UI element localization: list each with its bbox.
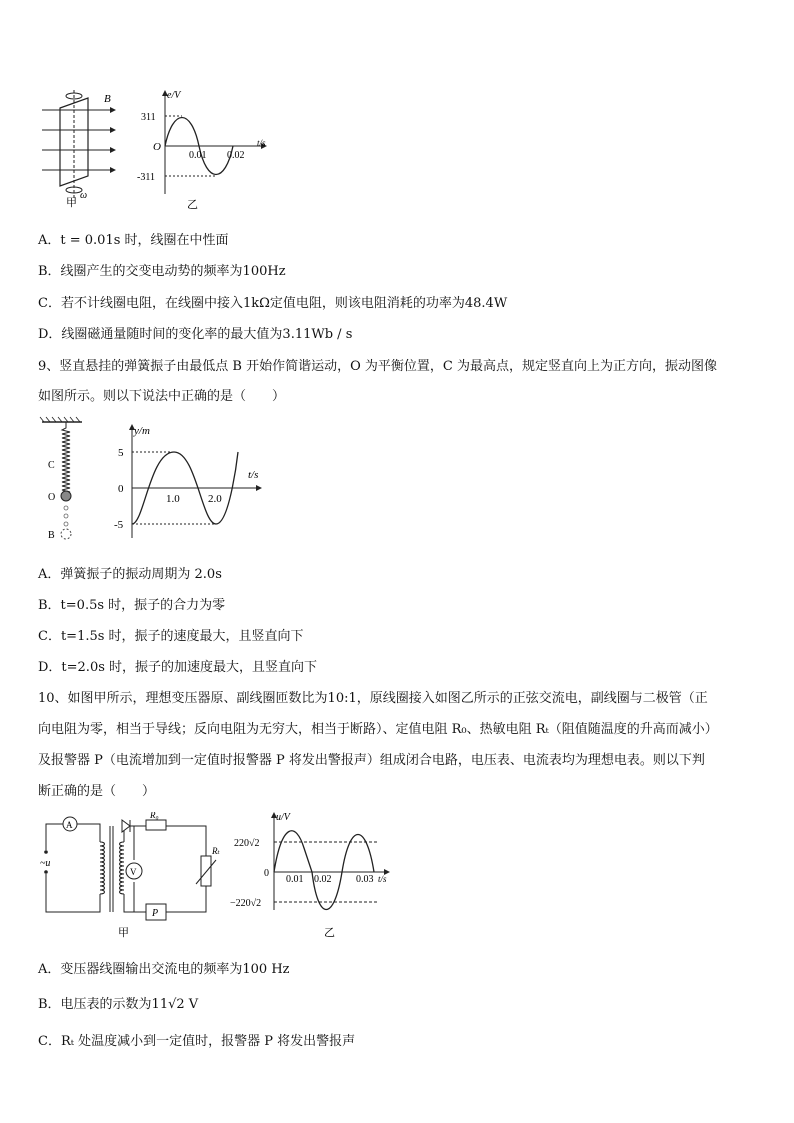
- figure-10-circuit: [38, 812, 220, 940]
- emf-max: 311: [141, 112, 156, 123]
- x-tick-1: 1.0: [166, 493, 180, 505]
- caption-jia: 甲: [66, 197, 77, 208]
- emf-axis-label: e/V: [167, 90, 181, 101]
- q8-option-c: C．若不计线圈电阻，在线圈中接入1kΩ定值电阻，则该电阻消耗的功率为48.4W: [38, 296, 508, 311]
- q9-stem-line2: 如图所示。则以下说法中正确的是（ ）: [38, 389, 286, 404]
- x-axis-label: t/s: [248, 469, 259, 481]
- omega-label: ω: [80, 190, 88, 201]
- figure-8-coil: [38, 88, 128, 208]
- u-max: 220√2: [234, 838, 260, 849]
- q8-option-a: A．t = 0.01s 时，线圈在中性面: [38, 233, 229, 248]
- figure-9-displacement-graph: [110, 420, 270, 540]
- x-tick-2: 2.0: [208, 493, 222, 505]
- u-origin: 0: [264, 868, 269, 879]
- y-axis-label: y/m: [134, 425, 150, 437]
- q9-option-c: C．t=1.5s 时，振子的速度最大，且竖直向下: [38, 629, 304, 644]
- q9-option-b: B．t=0.5s 时，振子的合力为零: [38, 598, 226, 613]
- tick-002: 0.02: [227, 150, 245, 161]
- emf-min: -311: [137, 172, 155, 183]
- q10-option-b: B．电压表的示数为11√2 V: [38, 997, 199, 1012]
- q8-option-b: B．线圈产生的交变电动势的频率为100Hz: [38, 264, 286, 279]
- y-tick-neg5: -5: [114, 519, 124, 531]
- figure-8-emf-graph: [135, 88, 275, 210]
- origin-label: O: [153, 141, 161, 153]
- figure-9-spring: [38, 416, 88, 544]
- q10-option-a: A．变压器线圈输出交流电的频率为100 Hz: [38, 962, 290, 977]
- q10-stem-line3: 及报警器 P（电流增加到一定值时报警器 P 将发出警报声）组成闭合电路，电压表、电流表均为理想电表。则以下判: [38, 753, 705, 768]
- caption-yi: 乙: [187, 199, 198, 210]
- q9-option-a: A．弹簧振子的振动周期为 2.0s: [38, 567, 222, 582]
- u-tick-003: 0.03: [356, 874, 374, 885]
- q10-stem-line1: 10、如图甲所示，理想变压器原、副线圈匝数比为10:1，原线圈接入如图乙所示的正弦交流电，副线圈与二极管（正: [38, 691, 708, 706]
- q10-option-c: C．Rₜ 处温度减小到一定值时，报警器 P 将发出警报声: [38, 1034, 356, 1049]
- y-tick-0: 0: [118, 483, 124, 495]
- field-label: B: [104, 93, 111, 105]
- u-time-axis-label: t/s: [378, 874, 387, 884]
- r0-label: R₀: [150, 812, 159, 820]
- figure-10-voltage-graph: [228, 810, 398, 940]
- q8-option-d: D．线圈磁通量随时间的变化率的最大值为3.11Wb / s: [38, 327, 353, 342]
- q9-stem-line1: 9、竖直悬挂的弹簧振子由最低点 B 开始作简谐运动，O 为平衡位置，C 为最高点，规定竖直向上为正方向，振动图像: [38, 359, 717, 374]
- u-tick-002: 0.02: [314, 874, 332, 885]
- rt-label: Rₜ: [212, 846, 220, 856]
- voltmeter-label: V: [130, 867, 137, 877]
- point-c-label: C: [48, 460, 55, 471]
- q10-stem-line2: 向电阻为零，相当于导线；反向电阻为无穷大，相当于断路）、定值电阻 R₀、热敏电阻 Rₜ（阻值随温度的升高而减小）: [38, 722, 718, 737]
- ammeter-label: A: [66, 820, 73, 830]
- q10-stem-line4: 断正确的是（ ）: [38, 784, 156, 799]
- caption-yi-10: 乙: [324, 927, 335, 939]
- u-tick-001: 0.01: [286, 874, 304, 885]
- point-o-label: O: [48, 492, 56, 503]
- u-axis-label: u/V: [276, 812, 290, 823]
- tick-001: 0.01: [189, 150, 207, 161]
- source-label: ~u: [40, 858, 51, 869]
- caption-jia-10: 甲: [118, 927, 129, 939]
- time-axis-label: t/s: [257, 138, 266, 148]
- y-tick-5: 5: [118, 447, 124, 459]
- q9-option-d: D．t=2.0s 时，振子的加速度最大，且竖直向下: [38, 660, 318, 675]
- point-b-label: B: [48, 530, 55, 541]
- alarm-label: P: [152, 908, 159, 919]
- u-min: −220√2: [230, 898, 262, 909]
